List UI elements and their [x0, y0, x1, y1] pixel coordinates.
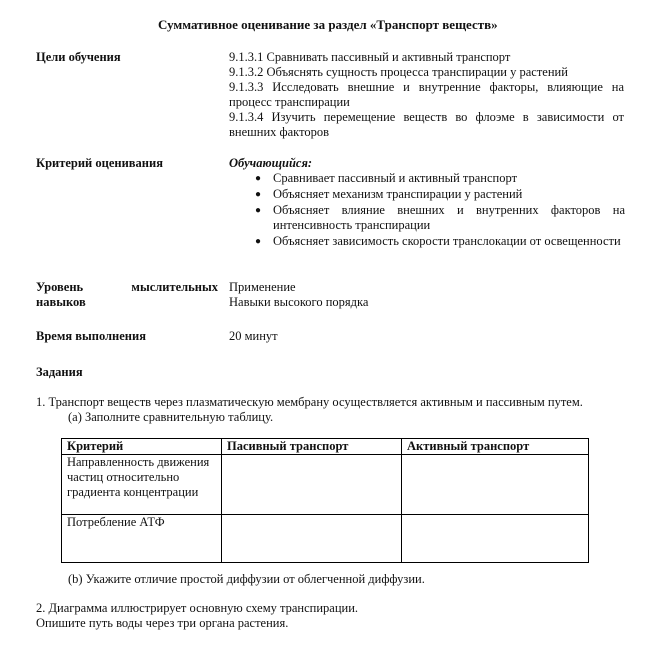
tasks-heading: Задания [36, 365, 83, 379]
task-1-text: 1. Транспорт веществ через плазматическую мембрану осуществляется активным и пассивным путем. [36, 395, 583, 409]
goal-item-3: 9.1.3.3 Исследовать внешние и внутренние факторы, влияющие на процесс транспирации [229, 80, 624, 109]
table-cell-active[interactable] [402, 515, 589, 563]
time-value: 20 минут [229, 329, 278, 343]
goal-item-1: 9.1.3.1 Сравнивать пассивный и активный транспорт [229, 50, 511, 64]
goal-item-2: 9.1.3.2 Объяснять сущность процесса транспирации у растений [229, 65, 568, 79]
task-2-line-1: 2. Диаграмма иллюстрирует основную схему транспирации. [36, 601, 359, 615]
criterion-item-3: Объясняет влияние внешних и внутренних факторов на интенсивность транспирации [273, 203, 625, 232]
criteria-label: Критерий оценивания [36, 156, 163, 170]
table-row [62, 455, 589, 515]
learner-label: Обучающийся: [229, 156, 313, 170]
table-cell-criterion: Направленность движения частиц относительно градиента концентрации [62, 455, 222, 515]
table-row [62, 515, 589, 563]
table-cell-passive[interactable] [222, 455, 402, 515]
task-2-line-2: Опишите путь воды через три органа растения. [36, 616, 289, 630]
table-header-row [62, 439, 589, 455]
bullet-icon: ● [255, 236, 262, 247]
table-header-criterion: Критерий [62, 439, 222, 455]
bullet-icon: ● [255, 205, 262, 216]
bullet-icon: ● [255, 173, 262, 184]
task-1-part-b: (b) Укажите отличие простой диффузии от облегченной диффузии. [68, 572, 425, 586]
task-1-part-a: (a) Заполните сравнительную таблицу. [68, 410, 274, 424]
criterion-item-1: Сравнивает пассивный и активный транспорт [273, 171, 518, 185]
criterion-item-2: Объясняет механизм транспирации у растений [273, 187, 523, 201]
table-header-active: Активный транспорт [402, 439, 589, 455]
bullet-icon: ● [255, 189, 262, 200]
table-cell-criterion: Потребление АТФ [62, 515, 222, 563]
time-label: Время выполнения [36, 329, 146, 343]
skills-value-2: Навыки высокого порядка [229, 295, 369, 309]
page-title: Суммативное оценивание за раздел «Транспорт веществ» [158, 17, 498, 32]
comparison-table [61, 438, 589, 563]
criterion-item-4: Объясняет зависимость скорости транслокации от освещенности [273, 234, 621, 248]
skills-label: Уровень мыслительных навыков [36, 280, 218, 309]
table-cell-active[interactable] [402, 455, 589, 515]
table-cell-passive[interactable] [222, 515, 402, 563]
skills-value-1: Применение [229, 280, 296, 294]
table-header-passive: Пасивный транспорт [222, 439, 402, 455]
goals-label: Цели обучения [36, 50, 121, 64]
goal-item-4: 9.1.3.4 Изучить перемещение веществ во флоэме в зависимости от внешних факторов [229, 110, 624, 139]
